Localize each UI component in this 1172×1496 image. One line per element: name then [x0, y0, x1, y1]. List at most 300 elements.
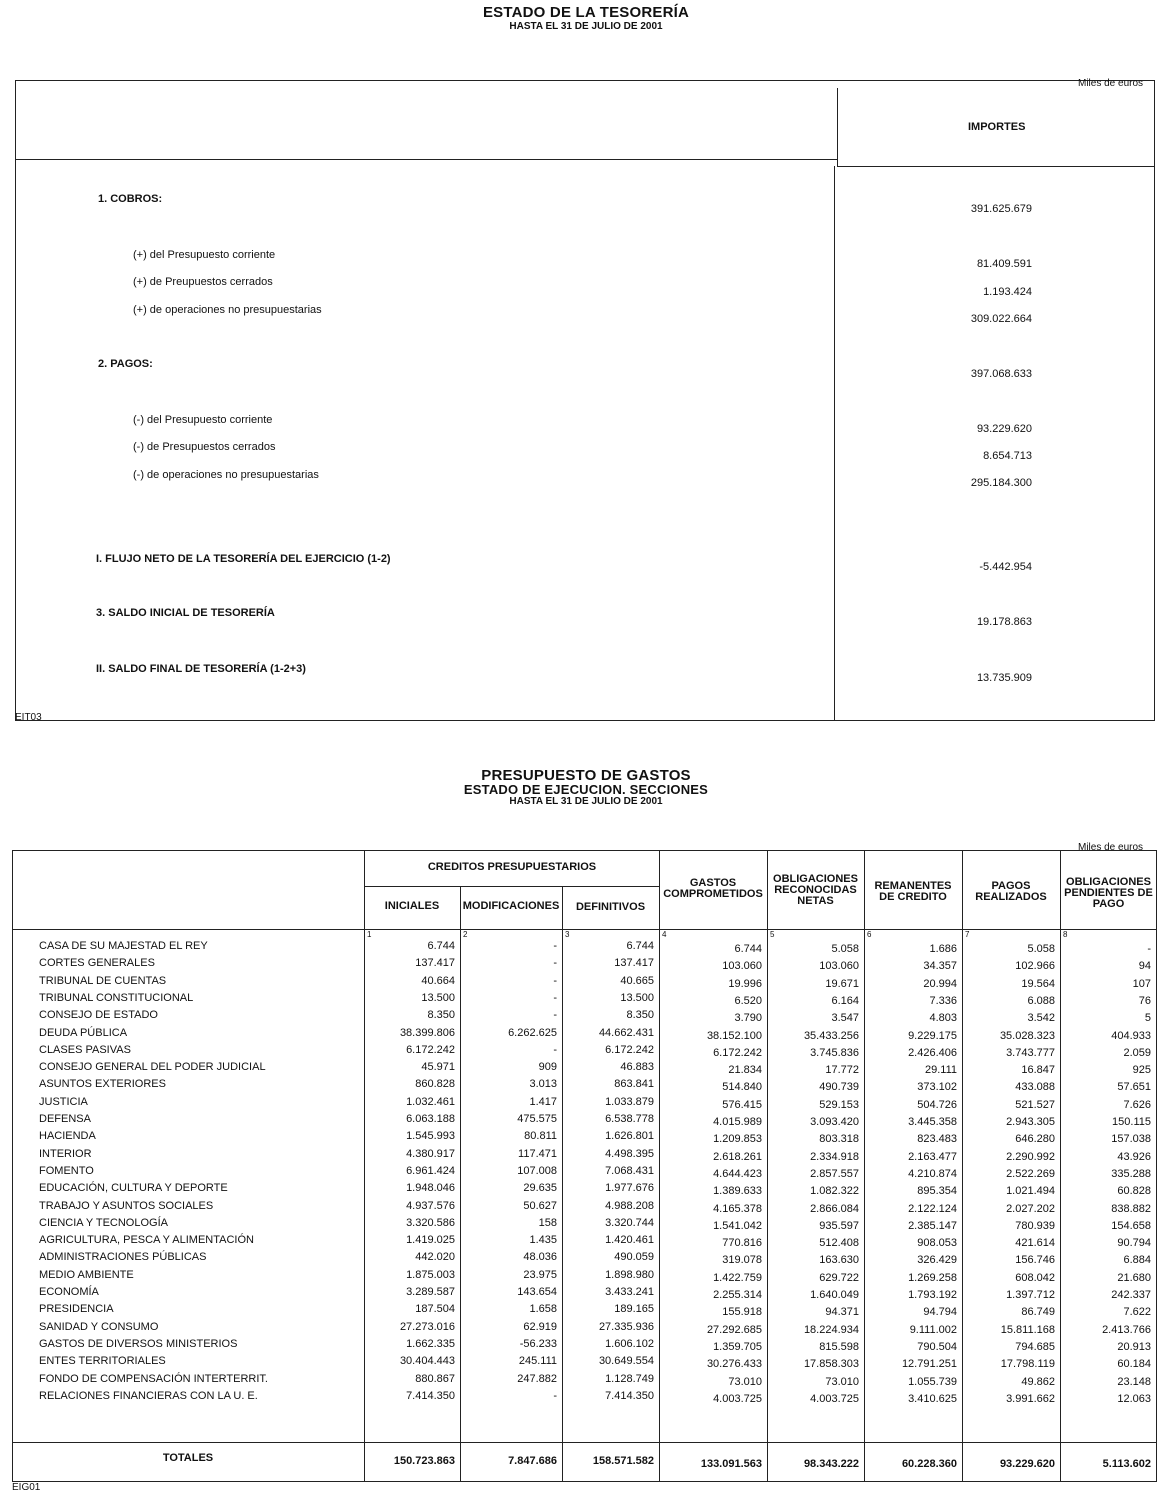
table-cell: 2.522.269 — [1006, 1167, 1055, 1180]
table-cell: 107.008 — [517, 1164, 557, 1177]
section-name: TRABAJO Y ASUNTOS SOCIALES — [39, 1199, 214, 1212]
section-name: MEDIO AMBIENTE — [39, 1268, 134, 1281]
table-cell: 187.504 — [415, 1303, 455, 1316]
table-cell: 189.165 — [614, 1303, 654, 1316]
table-cell: 7.414.350 — [406, 1389, 455, 1402]
table-cell: 50.627 — [523, 1199, 557, 1212]
table-cell: 1.055.739 — [908, 1375, 957, 1388]
table-cell: 154.658 — [1111, 1219, 1151, 1232]
section-name: FOMENTO — [39, 1164, 94, 1177]
table-cell: 514.840 — [722, 1081, 762, 1094]
table-cell: 1.021.494 — [1006, 1185, 1055, 1198]
table-cell: 1.793.192 — [908, 1289, 957, 1301]
table-cell: 925 — [1132, 1064, 1151, 1077]
table-cell: 1.640.049 — [810, 1289, 859, 1301]
table-cell: 94.794 — [923, 1306, 957, 1319]
tesoreria-subtitle: HASTA EL 31 DE JULIO DE 2001 — [509, 21, 663, 32]
total-cell: 133.091.563 — [700, 1458, 762, 1470]
table-cell: 529.153 — [819, 1098, 859, 1111]
table-cell: 7.414.350 — [605, 1389, 654, 1402]
section-name: RELACIONES FINANCIERAS CON LA U. E. — [39, 1389, 258, 1402]
table-cell: 5.058 — [1027, 943, 1055, 955]
table-cell: 4.937.576 — [406, 1199, 455, 1212]
obligaciones-pendientes-header: OBLIGACIONES PENDIENTES DE PAGO — [1064, 876, 1153, 910]
table-cell: 6.744 — [734, 943, 762, 955]
table-cell: 909 — [538, 1061, 557, 1074]
table-cell: 163.630 — [819, 1254, 859, 1267]
table-cell: 76 — [1138, 994, 1151, 1007]
table-cell: 2.290.992 — [1006, 1150, 1055, 1163]
table-cell: 6.884 — [1123, 1254, 1151, 1267]
table-cell: 80.811 — [524, 1130, 557, 1143]
table-cell: 4.003.725 — [810, 1392, 859, 1405]
table-cell: 86.749 — [1021, 1306, 1055, 1319]
table-cell: 30.649.554 — [598, 1355, 654, 1368]
table-cell: 433.088 — [1015, 1081, 1055, 1094]
table-cell: 1.626.801 — [605, 1130, 654, 1143]
table-cell: 2.857.557 — [810, 1167, 859, 1180]
table-cell: 90.794 — [1117, 1237, 1151, 1250]
pagos-presupuestos-cerrados-value: 8.654.713 — [983, 450, 1032, 462]
section-name: JUSTICIA — [39, 1095, 88, 1108]
table-cell: 1.359.705 — [713, 1340, 762, 1353]
section-name: CONSEJO DE ESTADO — [39, 1009, 158, 1022]
cobros-presupuesto-corriente-value: 81.409.591 — [976, 258, 1032, 270]
cobros-no-presupuestarias-value: 309.022.664 — [970, 313, 1032, 325]
flujo-neto-label: I. FLUJO NETO DE LA TESORERÍA DEL EJERCICIO (1-2) — [96, 553, 391, 565]
table-cell: 107 — [1132, 977, 1151, 990]
table-cell: 3.289.587 — [406, 1286, 455, 1298]
table-cell: 2.943.305 — [1006, 1116, 1055, 1128]
pagos-no-presupuestarias-label: (-) de operaciones no presupuestarias — [133, 469, 319, 481]
definitivos-header: DEFINITIVOS — [575, 901, 646, 913]
table-cell: 1.948.046 — [406, 1182, 455, 1195]
table-cell: 60.184 — [1117, 1358, 1151, 1371]
table-cell: 155.918 — [722, 1306, 762, 1319]
table-cell: 29.635 — [523, 1182, 557, 1195]
table-cell: 117.471 — [518, 1147, 557, 1160]
table-cell: 44.662.431 — [598, 1026, 654, 1039]
table-cell: 1.686 — [929, 943, 957, 955]
table-cell: 45.971 — [421, 1061, 455, 1074]
saldo-final-value: 13.735.909 — [976, 672, 1032, 684]
total-cell: 150.723.863 — [393, 1455, 455, 1467]
table-cell: 3.790 — [734, 1012, 762, 1025]
table-cell: 1.033.879 — [605, 1095, 654, 1108]
table-cell: 6.063.188 — [406, 1113, 455, 1125]
table-cell: 490.739 — [819, 1081, 859, 1094]
table-cell: 19.671 — [825, 977, 859, 990]
table-cell: 6.520 — [734, 994, 762, 1007]
table-cell: 5.058 — [831, 943, 859, 955]
table-cell: 137.417 — [614, 957, 654, 970]
table-cell: 1.397.712 — [1006, 1289, 1055, 1301]
table-cell: 880.867 — [415, 1372, 455, 1385]
table-cell: 157.038 — [1111, 1133, 1151, 1146]
total-cell: 98.343.222 — [803, 1458, 859, 1470]
table-cell: 3.433.241 — [605, 1286, 654, 1298]
cobros-no-presupuestarias-label: (+) de operaciones no presupuestarias — [133, 304, 322, 316]
section-name: SANIDAD Y CONSUMO — [39, 1320, 159, 1333]
column-number: 1 — [367, 930, 372, 939]
section-name: CORTES GENERALES — [39, 957, 155, 970]
table-cell: 143.654 — [517, 1286, 557, 1298]
comprometidos-header: GASTOS COMPROMETIDOS — [663, 877, 763, 900]
table-cell: 1.420.461 — [605, 1234, 654, 1247]
section-name: FONDO DE COMPENSACIÓN INTERTERRIT. — [39, 1372, 268, 1385]
table-cell: 7.622 — [1123, 1306, 1151, 1319]
table-cell: 2.413.766 — [1102, 1323, 1151, 1336]
table-cell: 1.419.025 — [406, 1234, 455, 1247]
table-cell: 17.858.303 — [803, 1358, 859, 1371]
table-cell: 1.658 — [529, 1303, 557, 1316]
modificaciones-header: MODIFICACIONES — [462, 900, 560, 912]
table-cell: 1.898.980 — [605, 1268, 654, 1281]
table-cell: 30.404.443 — [399, 1355, 455, 1368]
flujo-neto-value: -5.442.954 — [979, 561, 1032, 573]
table-cell: 404.933 — [1111, 1029, 1151, 1042]
table-cell: 3.542 — [1027, 1012, 1055, 1025]
table-cell: 4.210.874 — [908, 1167, 957, 1180]
table-cell: - — [553, 974, 557, 987]
cobros-label: 1. COBROS: — [98, 193, 163, 205]
table-cell: - — [553, 957, 557, 970]
table-cell: 20.913 — [1117, 1340, 1151, 1353]
table-cell: 38.399.806 — [399, 1026, 455, 1039]
section-name: ASUNTOS EXTERIORES — [39, 1078, 166, 1091]
table-cell: 2.122.124 — [908, 1202, 957, 1215]
table-cell: 4.644.423 — [713, 1167, 762, 1180]
iniciales-header: INICIALES — [384, 900, 440, 912]
table-cell: 521.527 — [1015, 1098, 1055, 1111]
table-cell: 43.926 — [1117, 1150, 1151, 1163]
section-name: ADMINISTRACIONES PÚBLICAS — [39, 1251, 207, 1264]
table-cell: 608.042 — [1015, 1271, 1055, 1284]
table-cell: 35.433.256 — [803, 1029, 859, 1042]
remanentes-header: REMANENTES DE CREDITO — [874, 880, 952, 903]
table-cell: 27.292.685 — [706, 1323, 762, 1336]
section-name: TRIBUNAL DE CUENTAS — [39, 974, 167, 987]
table-cell: 442.020 — [415, 1251, 455, 1264]
table-cell: 2.059 — [1123, 1046, 1151, 1059]
total-cell: 93.229.620 — [999, 1458, 1055, 1470]
pagos-presupuesto-corriente-value: 93.229.620 — [976, 423, 1032, 435]
table-cell: 6.744 — [626, 940, 654, 952]
table-cell: 9.229.175 — [908, 1029, 957, 1042]
gastos-subtitle: ESTADO DE EJECUCION. SECCIONES — [463, 782, 709, 797]
table-cell: 2.866.084 — [810, 1202, 859, 1215]
table-cell: 2.027.202 — [1006, 1202, 1055, 1215]
section-name: ECONOMÍA — [39, 1286, 99, 1298]
section-name: AGRICULTURA, PESCA Y ALIMENTACIÓN — [39, 1234, 254, 1247]
table-cell: 2.255.314 — [713, 1289, 762, 1301]
table-cell: 247.882 — [517, 1372, 557, 1385]
gastos-title: PRESUPUESTO DE GASTOS — [481, 767, 691, 784]
table-cell: 490.059 — [614, 1251, 654, 1264]
table-cell: 1.389.633 — [713, 1185, 762, 1198]
table-cell: 1.541.042 — [713, 1219, 762, 1232]
total-cell: 5.113.602 — [1102, 1458, 1151, 1470]
table-cell: - — [553, 1043, 557, 1056]
table-cell: 8.350 — [626, 1009, 654, 1022]
tesoreria-units: Miles de euros — [1078, 78, 1144, 89]
table-cell: 838.882 — [1111, 1202, 1151, 1215]
table-cell: 7.068.431 — [605, 1164, 654, 1177]
table-cell: 3.410.625 — [908, 1392, 957, 1405]
saldo-inicial-label: 3. SALDO INICIAL DE TESORERÍA — [96, 607, 275, 619]
table-cell: 23.975 — [523, 1268, 557, 1281]
table-cell: -56.233 — [519, 1337, 557, 1350]
table-cell: 8.350 — [427, 1009, 455, 1022]
table-cell: 2.385.147 — [908, 1219, 957, 1232]
table-cell: 6.172.242 — [605, 1043, 654, 1056]
table-cell: 30.276.433 — [706, 1358, 762, 1371]
table-cell: 803.318 — [819, 1133, 859, 1146]
pagos-presupuestos-cerrados-label: (-) de Presupuestos cerrados — [133, 441, 276, 453]
section-name: DEUDA PÚBLICA — [39, 1026, 128, 1039]
table-cell: 9.111.002 — [909, 1323, 957, 1336]
table-cell: 3.320.744 — [605, 1216, 654, 1229]
table-cell: 29.111 — [924, 1064, 957, 1077]
pagos-realizados-header: PAGOS REALIZADOS — [975, 880, 1047, 903]
table-cell: 629.722 — [819, 1271, 859, 1284]
table-cell: 794.685 — [1015, 1340, 1055, 1353]
importes-header: IMPORTES — [968, 121, 1026, 133]
table-cell: 27.273.016 — [399, 1320, 455, 1333]
table-cell: 770.816 — [722, 1237, 762, 1250]
table-cell: 2.618.261 — [713, 1150, 762, 1163]
table-cell: 34.357 — [923, 960, 957, 973]
table-cell: 6.262.625 — [508, 1026, 557, 1039]
table-cell: 576.415 — [722, 1098, 762, 1111]
table-cell: 3.745.836 — [810, 1046, 859, 1059]
table-cell: 4.003.725 — [713, 1392, 762, 1405]
table-cell: 4.015.989 — [713, 1116, 762, 1128]
table-cell: 27.335.936 — [598, 1320, 654, 1333]
column-number: 8 — [1063, 930, 1068, 939]
table-cell: 49.862 — [1021, 1375, 1055, 1388]
table-cell: 3.445.358 — [908, 1116, 957, 1128]
table-cell: - — [553, 940, 557, 952]
cobros-presupuesto-corriente-label: (+) del Presupuesto corriente — [133, 249, 276, 261]
table-cell: 3.093.420 — [810, 1116, 859, 1128]
table-cell: 373.102 — [917, 1081, 957, 1094]
table-cell: 895.354 — [917, 1185, 957, 1198]
table-cell: 1.545.993 — [406, 1130, 455, 1143]
table-cell: 1.417 — [529, 1095, 557, 1108]
column-number: 4 — [662, 930, 667, 939]
table-cell: 780.939 — [1015, 1219, 1055, 1232]
cobros-presupuestos-cerrados-value: 1.193.424 — [983, 286, 1032, 298]
table-cell: 21.834 — [728, 1064, 762, 1077]
table-cell: 19.564 — [1021, 977, 1055, 990]
table-cell: 863.841 — [614, 1078, 654, 1091]
table-cell: 6.088 — [1027, 994, 1055, 1007]
table-cell: 103.060 — [819, 960, 859, 973]
table-cell: 4.165.378 — [713, 1202, 762, 1215]
table-cell: 4.988.208 — [605, 1199, 654, 1212]
section-name: HACIENDA — [39, 1130, 96, 1143]
table-cell: 38.152.100 — [706, 1029, 762, 1042]
table-cell: - — [553, 991, 557, 1004]
table-cell: 150.115 — [1112, 1116, 1151, 1128]
table-cell: 1.269.258 — [908, 1271, 957, 1284]
table-cell: 17.772 — [825, 1064, 859, 1077]
table-cell: 1.662.335 — [406, 1337, 455, 1350]
table-cell: 4.803 — [929, 1012, 957, 1025]
table-cell: - — [1147, 943, 1151, 955]
table-cell: 40.665 — [620, 974, 654, 987]
table-cell: 242.337 — [1111, 1289, 1151, 1301]
table-cell: 40.664 — [421, 974, 455, 987]
total-cell: 7.847.686 — [508, 1455, 557, 1467]
table-cell: 504.726 — [917, 1098, 957, 1111]
table-cell: 12.063 — [1117, 1392, 1151, 1405]
table-cell: 646.280 — [1015, 1133, 1055, 1146]
table-cell: 60.828 — [1117, 1185, 1151, 1198]
table-cell: 860.828 — [415, 1078, 455, 1091]
table-cell: 20.994 — [923, 977, 957, 990]
table-cell: 46.883 — [620, 1061, 654, 1074]
table-cell: 319.078 — [722, 1254, 762, 1267]
table-cell: 17.798.119 — [1000, 1358, 1055, 1371]
saldo-inicial-value: 19.178.863 — [976, 616, 1032, 628]
obligaciones-reconocidas-header: OBLIGACIONES RECONOCIDAS NETAS — [773, 873, 858, 907]
table-cell: 823.483 — [917, 1133, 957, 1146]
table-cell: 48.036 — [523, 1251, 557, 1264]
table-cell: 815.598 — [819, 1340, 859, 1353]
column-number: 7 — [965, 930, 970, 939]
table-cell: 935.597 — [819, 1219, 859, 1232]
table-cell: 4.498.395 — [605, 1147, 654, 1160]
table-cell: 94.371 — [825, 1306, 859, 1319]
table-cell: 62.919 — [523, 1320, 557, 1333]
pagos-presupuesto-corriente-label: (-) del Presupuesto corriente — [133, 414, 273, 426]
gastos-units: Miles de euros — [1078, 842, 1144, 853]
section-name: GASTOS DE DIVERSOS MINISTERIOS — [39, 1337, 238, 1350]
column-number: 2 — [463, 930, 468, 939]
table-cell: 102.966 — [1015, 960, 1055, 973]
table-cell: 15.811.168 — [1000, 1323, 1055, 1336]
gastos-date: HASTA EL 31 DE JULIO DE 2001 — [509, 796, 663, 807]
table-cell: 4.380.917 — [406, 1147, 455, 1160]
section-name: EDUCACIÓN, CULTURA Y DEPORTE — [39, 1182, 228, 1195]
table-cell: 3.013 — [529, 1078, 557, 1091]
total-cell: 158.571.582 — [592, 1455, 654, 1467]
pagos-label: 2. PAGOS: — [98, 358, 153, 370]
table-cell: 6.538.778 — [605, 1113, 654, 1125]
table-cell: 16.847 — [1021, 1064, 1055, 1077]
table-cell: 156.746 — [1015, 1254, 1055, 1267]
table-cell: 475.575 — [517, 1113, 557, 1125]
table-cell: 7.336 — [929, 994, 957, 1007]
table-cell: 57.651 — [1117, 1081, 1151, 1094]
table-cell: 103.060 — [722, 960, 762, 973]
total-cell: 60.228.360 — [901, 1458, 957, 1470]
table-cell: 5 — [1144, 1012, 1151, 1025]
column-number: 6 — [867, 930, 872, 939]
table-cell: 6.744 — [427, 940, 455, 952]
section-name: INTERIOR — [39, 1147, 92, 1160]
table-cell: 1.875.003 — [406, 1268, 455, 1281]
section-name: PRESIDENCIA — [39, 1303, 114, 1316]
table-cell: 6.172.242 — [406, 1043, 455, 1056]
table-cell: 3.743.777 — [1006, 1046, 1055, 1059]
column-number: 5 — [770, 930, 775, 939]
table-cell: 13.500 — [421, 991, 455, 1004]
table-cell: 3.547 — [831, 1012, 859, 1025]
table-cell: 6.961.424 — [406, 1164, 455, 1177]
totales-label: TOTALES — [162, 1452, 214, 1464]
table-cell: - — [553, 1389, 557, 1402]
section-name: CASA DE SU MAJESTAD EL REY — [39, 940, 208, 952]
table-cell: 137.417 — [415, 957, 455, 970]
tesoreria-title: ESTADO DE LA TESORERÍA — [482, 4, 690, 21]
table-cell: 512.408 — [819, 1237, 859, 1250]
section-name: CONSEJO GENERAL DEL PODER JUDICIAL — [39, 1061, 266, 1074]
table-cell: 2.426.406 — [908, 1046, 957, 1059]
table-cell: 6.164 — [831, 994, 859, 1007]
table-cell: 421.614 — [1015, 1237, 1055, 1250]
table-cell: 1.977.676 — [605, 1182, 654, 1195]
table-cell: 35.028.323 — [999, 1029, 1055, 1042]
table-cell: 1.032.461 — [406, 1095, 455, 1108]
table-cell: 3.991.662 — [1006, 1392, 1055, 1405]
table-cell: 1.082.322 — [810, 1185, 859, 1198]
table-cell: 790.504 — [917, 1340, 957, 1353]
table-cell: 23.148 — [1117, 1375, 1151, 1388]
table-cell: 2.334.918 — [810, 1150, 859, 1163]
table-cell: 7.626 — [1123, 1098, 1151, 1111]
table-cell: 73.010 — [728, 1375, 762, 1388]
table-cell: 18.224.934 — [803, 1323, 859, 1336]
table-cell: 1.606.102 — [605, 1337, 654, 1350]
gastos-code: EIG01 — [12, 1482, 41, 1493]
table-cell: - — [553, 1009, 557, 1022]
table-cell: 1.209.853 — [713, 1133, 762, 1146]
table-cell: 335.288 — [1111, 1167, 1151, 1180]
table-cell: 12.791.251 — [901, 1358, 957, 1371]
pagos-value: 397.068.633 — [970, 368, 1032, 380]
table-cell: 19.996 — [728, 977, 762, 990]
table-cell: 94 — [1138, 960, 1151, 973]
tesoreria-code: EIT03 — [15, 712, 42, 723]
section-name: CIENCIA Y TECNOLOGÍA — [39, 1216, 168, 1229]
table-cell: 245.111 — [518, 1355, 557, 1368]
table-cell: 73.010 — [825, 1375, 859, 1388]
table-cell: 2.163.477 — [908, 1150, 957, 1163]
table-cell: 1.422.759 — [713, 1271, 762, 1284]
section-name: CLASES PASIVAS — [39, 1043, 131, 1056]
cobros-presupuestos-cerrados-label: (+) de Preupuestos cerrados — [133, 276, 273, 288]
section-name: ENTES TERRITORIALES — [39, 1355, 166, 1368]
table-cell: 908.053 — [917, 1237, 957, 1250]
table-cell: 3.320.586 — [406, 1216, 455, 1229]
saldo-final-label: II. SALDO FINAL DE TESORERÍA (1-2+3) — [96, 663, 306, 675]
table-cell: 326.429 — [917, 1254, 957, 1267]
table-cell: 158 — [538, 1216, 557, 1229]
cobros-value: 391.625.679 — [970, 203, 1032, 215]
table-cell: 13.500 — [620, 991, 654, 1004]
table-cell: 6.172.242 — [713, 1046, 762, 1059]
section-name: TRIBUNAL CONSTITUCIONAL — [39, 991, 194, 1004]
section-name: DEFENSA — [39, 1113, 91, 1125]
creditos-presupuestarios-header: CREDITOS PRESUPUESTARIOS — [427, 861, 597, 873]
table-cell: 1.435 — [529, 1234, 557, 1247]
column-number: 3 — [565, 930, 570, 939]
table-cell: 21.680 — [1117, 1271, 1151, 1284]
pagos-no-presupuestarias-value: 295.184.300 — [970, 477, 1032, 489]
